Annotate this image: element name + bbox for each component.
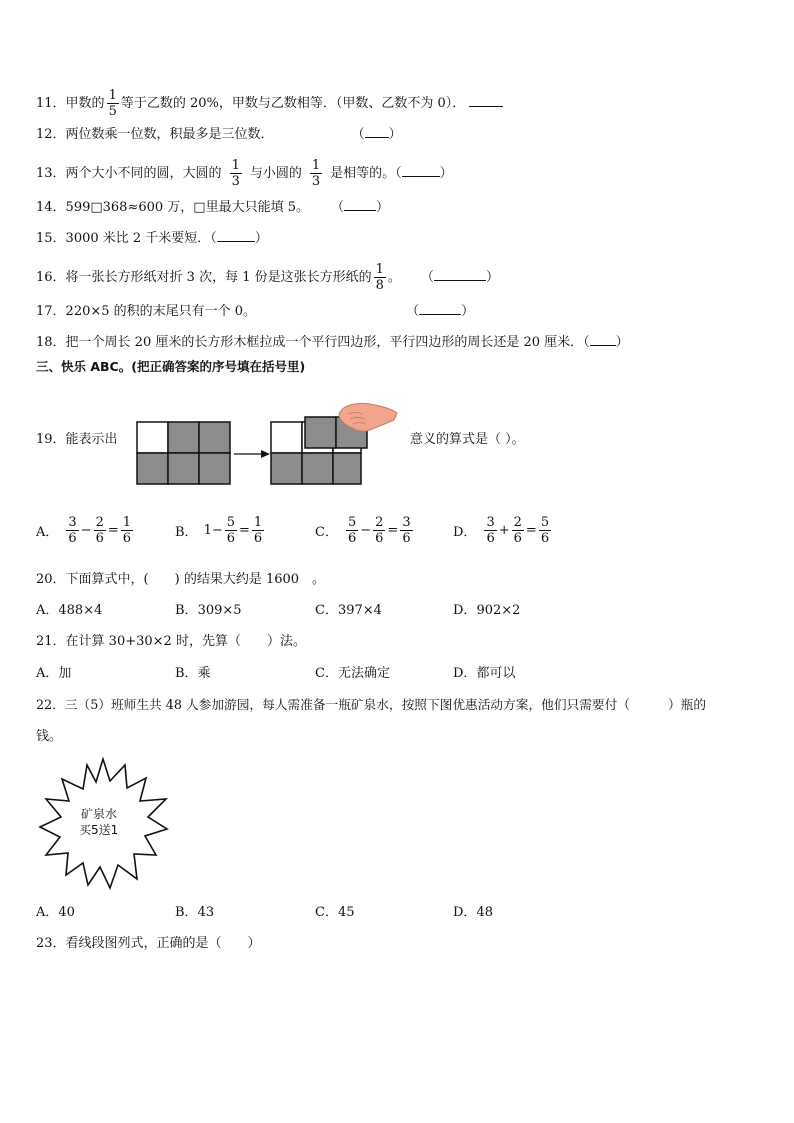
question-13: 13．两个大小不同的圆，大圆的 $\frac{1}{3}$ 与小圆的 $\frac{1}{3}$ 是相等的。（ ） — [36, 158, 453, 189]
answer-blank[interactable] — [365, 125, 389, 138]
question-text: 两位数乘一位数，积最多是三位数． — [65, 127, 274, 142]
option-a[interactable]: A． $\frac{3}{6}$ − $\frac{2}{6}$ = $\frac{1}{6}$ — [36, 515, 132, 546]
question-22 — [36, 697, 706, 713]
option-a[interactable]: A．40 — [36, 905, 75, 920]
option-d[interactable]: D．48 — [453, 905, 493, 920]
left-grid — [137, 422, 230, 484]
question-text: 与小圆的 — [249, 166, 302, 181]
question-17: 17．220×5 的积的末尾只有一个 0。 （ ） — [36, 304, 475, 319]
answer-blank[interactable] — [434, 268, 486, 281]
question-text: 三（5）班师生共 48 人参加游园，每人需准备一瓶矿泉水，按照下图优惠活动方案，他们只需要付（ ）瓶的 — [64, 697, 707, 712]
promo-offer: 买5送1 — [79, 823, 119, 837]
answer-blank[interactable] — [217, 229, 255, 242]
question-number: 22． — [36, 697, 65, 712]
question-14: 14．599□368≈600 万，□里最大只能填 5。 （ ） — [36, 200, 390, 215]
question-text: 把一个周长 20 厘米的长方形木框拉成一个平行四边形，平行四边形的周长还是 20 厘米．（ — [65, 335, 590, 350]
answer-blank[interactable] — [469, 94, 503, 107]
question-18: 18．把一个周长 20 厘米的长方形木框拉成一个平行四边形，平行四边形的周长还是 20 厘米．（ ） — [36, 335, 629, 350]
option-b[interactable]: B．乘 — [175, 666, 211, 681]
fraction-grid-figure — [134, 400, 400, 490]
option-c[interactable]: C．无法确定 — [315, 666, 390, 681]
question-number: 14． — [36, 200, 66, 215]
question-text: 能表示出 — [65, 432, 118, 447]
question-text: 下面算式中，( ) 的结果大约是 1600 。 — [65, 572, 326, 587]
question-number: 16． — [36, 270, 66, 285]
option-c[interactable]: C．397×4 — [315, 603, 382, 618]
question-19-suffix: 意义的算式是（ ）。 — [410, 432, 525, 447]
question-text: 将一张长方形纸对折 3 次，每 1 份是这张长方形纸的 — [65, 270, 372, 285]
answer-blank[interactable] — [590, 333, 616, 346]
option-b[interactable]: B．309×5 — [175, 603, 242, 618]
answer-blank[interactable] — [344, 198, 376, 211]
question-22-line2: 钱。 — [36, 729, 63, 744]
question-23 — [36, 936, 261, 952]
question-number: 18． — [36, 335, 66, 350]
question-16: 16．将一张长方形纸对折 3 次，每 1 份是这张长方形纸的 $\frac{1}{8}$ 。 （ ） — [36, 262, 499, 293]
question-11 — [36, 88, 503, 119]
option-a[interactable]: A．加 — [36, 666, 72, 681]
question-12: 12．两位数乘一位数，积最多是三位数． （ ） — [36, 127, 402, 142]
question-number: 17． — [36, 304, 66, 319]
question-text: 两个大小不同的圆，大圆的 — [65, 166, 222, 181]
question-20 — [36, 572, 325, 588]
option-c[interactable]: C． $\frac{5}{6}$ − $\frac{2}{6}$ = $\frac{3}{6}$ — [315, 515, 411, 546]
arrow-icon — [234, 450, 270, 458]
question-text: 甲数的 — [65, 96, 105, 111]
question-19-prompt — [36, 432, 118, 448]
question-number: 23． — [36, 936, 66, 951]
option-d[interactable]: D． $\frac{3}{6}$ + $\frac{2}{6}$ = $\frac{5}{6}$ — [453, 515, 550, 546]
option-d[interactable]: D．902×2 — [453, 603, 521, 618]
question-text: 看线段图列式，正确的是（ ） — [65, 936, 261, 951]
answer-blank[interactable] — [419, 302, 461, 315]
question-number: 15． — [36, 231, 66, 246]
option-c[interactable]: C．45 — [315, 905, 355, 920]
answer-blank[interactable] — [402, 164, 440, 177]
question-21 — [36, 634, 306, 650]
question-number: 11． — [36, 96, 66, 111]
question-text: 等于乙数的 20%，甲数与乙数相等．（甲数、乙数不为 0）． — [120, 96, 466, 111]
fraction: $\frac{1}{3}$ — [231, 158, 240, 189]
promo-product: 矿泉水 — [81, 807, 118, 821]
question-text: 220×5 的积的末尾只有一个 0。 — [65, 304, 257, 319]
question-number: 13． — [36, 166, 66, 181]
fraction: $\frac{1}{5}$ — [108, 88, 117, 119]
section-heading: 三、快乐 ABC。(把正确答案的序号填在括号里) — [36, 359, 306, 374]
question-text: 。 — [387, 270, 401, 285]
question-text: 599□368≈600 万，□里最大只能填 5。 — [65, 200, 309, 215]
question-number: 12． — [36, 127, 66, 142]
fraction: $\frac{1}{3}$ — [311, 158, 321, 189]
option-a[interactable]: A．488×4 — [36, 603, 103, 618]
question-number: 21． — [36, 634, 66, 649]
question-text: 在计算 30+30×2 时，先算（ ）法。 — [65, 634, 306, 649]
option-d[interactable]: D．都可以 — [453, 666, 516, 681]
question-text: 是相等的。（ — [330, 166, 402, 181]
question-text: 3000 米比 2 千米要短．（ — [65, 231, 217, 246]
fraction: $\frac{1}{8}$ — [375, 262, 384, 293]
question-number: 19． — [36, 432, 66, 447]
option-b[interactable]: B． 1− $\frac{5}{6}$ = $\frac{1}{6}$ — [175, 515, 263, 546]
option-b[interactable]: B．43 — [175, 905, 215, 920]
question-number: 20． — [36, 572, 66, 587]
question-15: 15．3000 米比 2 千米要短．（ ） — [36, 231, 268, 246]
